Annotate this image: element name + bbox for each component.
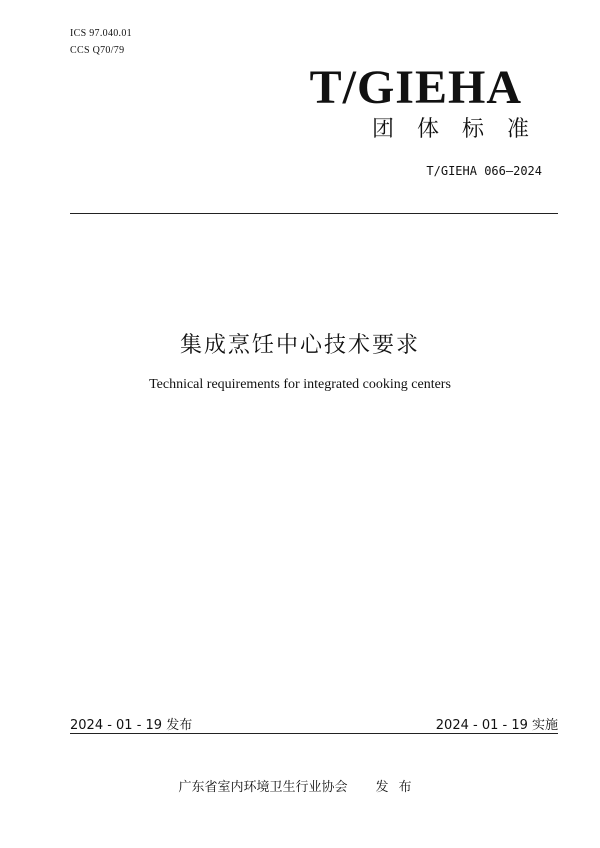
ics-code: ICS 97.040.01: [70, 28, 132, 39]
top-divider: [70, 213, 558, 214]
bottom-divider: [70, 733, 558, 734]
document-title-chinese: 集成烹饪中心技术要求: [179, 333, 420, 358]
standard-logo: T/GIEHA: [309, 61, 522, 114]
document-title-english: Technical requirements for integrated cooking centers: [149, 377, 451, 392]
standard-number: T/GIEHA 066—2024: [426, 164, 542, 178]
issue-date: 2024 - 01 - 19 发布: [70, 718, 193, 733]
ccs-code: CCS Q70/79: [70, 45, 125, 56]
issuer-line: [0, 776, 600, 795]
standard-type: 团体标准: [371, 117, 552, 142]
issuer-name: 广东省室内环境卫生行业协会: [178, 780, 348, 795]
implementation-date: 2024 - 01 - 19 实施: [435, 718, 558, 733]
issuer-action: 发布: [375, 780, 422, 795]
